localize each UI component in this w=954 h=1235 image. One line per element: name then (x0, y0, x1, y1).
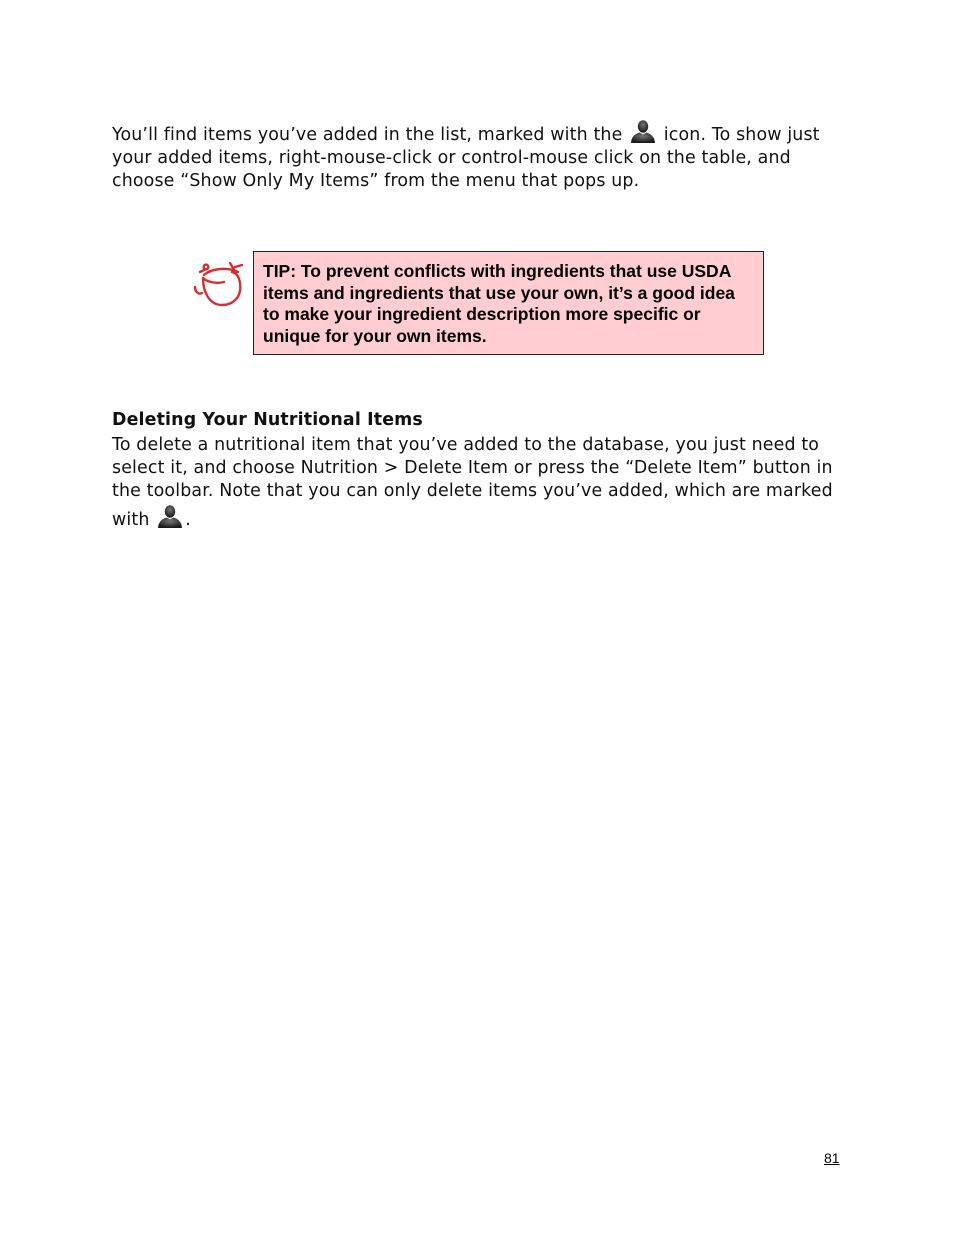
section-heading: Deleting Your Nutritional Items (112, 410, 423, 430)
user-silhouette-icon (630, 118, 656, 144)
cooking-pot-icon (192, 259, 244, 311)
section-text-after-icon: . (185, 510, 191, 530)
user-silhouette-icon (157, 503, 183, 529)
intro-text-before-icon: You’ll find items you’ve added in the list, marked with the (112, 125, 629, 145)
section-text-before-icon: To delete a nutritional item that you’ve added to the database, you just need to select it, and choose Nutrition > Delete Item or press the “Delete Item” button in the toolbar. Note that you can only delete items you’ve added, which are marked with (112, 435, 833, 530)
intro-paragraph (112, 118, 852, 193)
intro-text-after-icon: icon. To show just your added items, right-mouse-click or control-mouse click on the table, and choose “Show Only My Items” from the menu that pops up. (112, 125, 820, 191)
tip-box: TIP: To prevent conflicts with ingredients that use USDA items and ingredients that use your own, it’s a good idea to make your ingredient description more specific or unique for your own items. (253, 251, 764, 355)
section-paragraph (112, 434, 852, 532)
page-number: 81 (824, 1150, 840, 1166)
